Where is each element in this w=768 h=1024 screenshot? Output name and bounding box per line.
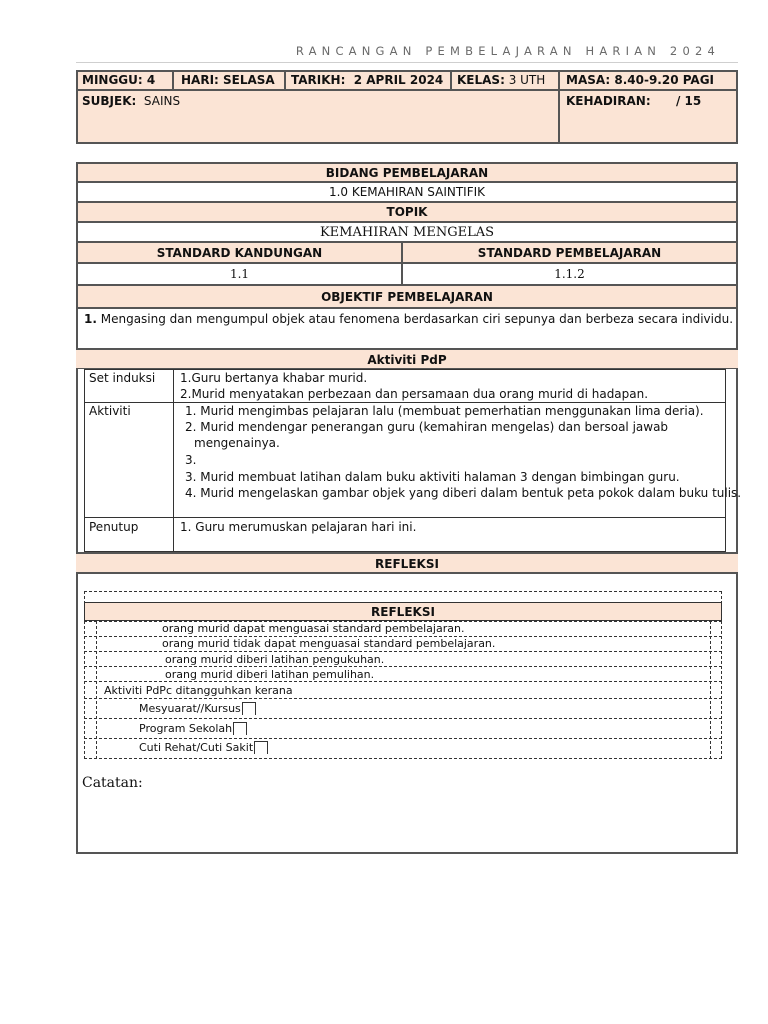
cuti-checkbox[interactable] bbox=[254, 741, 268, 754]
sp-heading: STANDARD PEMBELAJARAN bbox=[401, 241, 738, 264]
sk-value: 1.1 bbox=[76, 262, 403, 286]
aktiviti-item-3-blank: 3. bbox=[185, 453, 197, 467]
kehadiran-label: KEHADIRAN: bbox=[566, 94, 651, 108]
refleksi-line-6 bbox=[84, 698, 722, 699]
mesyuarat-checkbox[interactable] bbox=[242, 702, 256, 715]
option-mesyuarat-label: Mesyuarat//Kursus bbox=[139, 702, 241, 715]
set-induksi-label: Set induksi bbox=[89, 371, 156, 385]
aktiviti-item-1: 1. Murid mengimbas pelajaran lalu (membuat pemerhatian menggunakan lima deria). bbox=[185, 404, 704, 418]
option-program-label: Program Sekolah bbox=[139, 722, 233, 735]
aktiviti-item-2-cont: mengenainya. bbox=[194, 436, 280, 450]
penutup-text: 1. Guru merumuskan pelajaran hari ini. bbox=[180, 520, 417, 534]
kehadiran-value: / 15 bbox=[676, 94, 702, 108]
kelas-field bbox=[457, 73, 545, 87]
objektif-heading: OBJEKTIF PEMBELAJARAN bbox=[76, 284, 738, 309]
objektif-text bbox=[84, 312, 734, 326]
header-divider bbox=[76, 62, 738, 63]
minggu-field: MINGGU: 4 bbox=[82, 73, 156, 87]
bidang-value: 1.0 KEMAHIRAN SAINTIFIK bbox=[76, 181, 738, 203]
info-divider-4 bbox=[558, 70, 560, 144]
aktiviti-item-4: 4. Murid mengelaskan gambar objek yang diberi dalam bentuk peta pokok dalam buku tulis. bbox=[185, 486, 742, 500]
hari-field: HARI: SELASA bbox=[181, 73, 275, 87]
objektif-statement: Mengasing dan mengumpul objek atau fenomena berdasarkan ciri sepunya dan berbeza secara individu. bbox=[96, 312, 734, 326]
aktiviti-heading: Aktiviti PdP bbox=[76, 348, 738, 369]
info-divider-1 bbox=[172, 70, 174, 91]
bidang-heading: BIDANG PEMBELAJARAN bbox=[76, 162, 738, 183]
info-divider-3 bbox=[450, 70, 452, 91]
refleksi-line-8 bbox=[84, 738, 722, 739]
subjek-label: SUBJEK: bbox=[82, 94, 137, 108]
aktiviti-item-2: 2. Murid mendengar penerangan guru (kemahiran mengelas) dan bersoal jawab bbox=[185, 420, 669, 434]
catatan-label: Catatan: bbox=[82, 775, 143, 791]
topik-heading: TOPIK bbox=[76, 201, 738, 223]
penutup-label: Penutup bbox=[89, 520, 139, 534]
aktiviti-item-3: 3. Murid membuat latihan dalam buku aktiviti halaman 3 dengan bimbingan guru. bbox=[185, 470, 680, 484]
refleksi-heading: REFLEKSI bbox=[76, 552, 738, 574]
refleksi-line-7 bbox=[84, 718, 722, 719]
refleksi-inner-vline-left bbox=[96, 621, 97, 759]
info-divider-2 bbox=[284, 70, 286, 91]
refleksi-text-1: orang murid dapat menguasai standard pembelajaran. bbox=[162, 622, 465, 635]
option-cuti bbox=[139, 741, 268, 754]
aktiviti-col-divider bbox=[173, 369, 174, 552]
refleksi-line-3 bbox=[84, 651, 722, 652]
tarikh-field: TARIKH: 2 APRIL 2024 bbox=[291, 73, 444, 87]
refleksi-inner-vline-right bbox=[710, 621, 711, 759]
option-program bbox=[139, 722, 247, 735]
program-checkbox[interactable] bbox=[233, 722, 247, 735]
subjek-field bbox=[82, 94, 180, 108]
option-mesyuarat bbox=[139, 702, 256, 715]
refleksi-inner-heading: REFLEKSI bbox=[84, 602, 722, 621]
aktiviti-row-divider-1 bbox=[84, 402, 726, 403]
refleksi-text-2: orang murid tidak dapat menguasai standard pembelajaran. bbox=[162, 637, 496, 650]
kelas-label: KELAS: bbox=[457, 73, 505, 87]
ditangguhkan-text: Aktiviti PdPc ditangguhkan kerana bbox=[104, 684, 293, 697]
refleksi-text-3: orang murid diberi latihan pengukuhan. bbox=[165, 653, 385, 666]
subjek-value: SAINS bbox=[136, 94, 181, 108]
masa-field: MASA: 8.40-9.20 PAGI bbox=[566, 73, 715, 87]
refleksi-line-4 bbox=[84, 666, 722, 667]
refleksi-line-5 bbox=[84, 681, 722, 682]
aktiviti-row-divider-2 bbox=[84, 517, 726, 518]
set-induksi-line-1: 1.Guru bertanya khabar murid. bbox=[180, 371, 368, 385]
objektif-number: 1. bbox=[84, 312, 97, 326]
refleksi-text-4: orang murid diberi latihan pemulihan. bbox=[165, 668, 375, 681]
sk-heading: STANDARD KANDUNGAN bbox=[76, 241, 403, 264]
sp-value: 1.1.2 bbox=[401, 262, 738, 286]
topik-value: KEMAHIRAN MENGELAS bbox=[76, 221, 738, 243]
aktiviti-label: Aktiviti bbox=[89, 404, 131, 418]
set-induksi-line-2: 2.Murid menyatakan perbezaan dan persamaan dua orang murid di hadapan. bbox=[180, 387, 649, 401]
kelas-value: 3 UTH bbox=[504, 73, 546, 87]
page-header-title: RANCANGAN PEMBELAJARAN HARIAN 2024 bbox=[295, 44, 720, 58]
option-cuti-label: Cuti Rehat/Cuti Sakit bbox=[139, 741, 254, 754]
